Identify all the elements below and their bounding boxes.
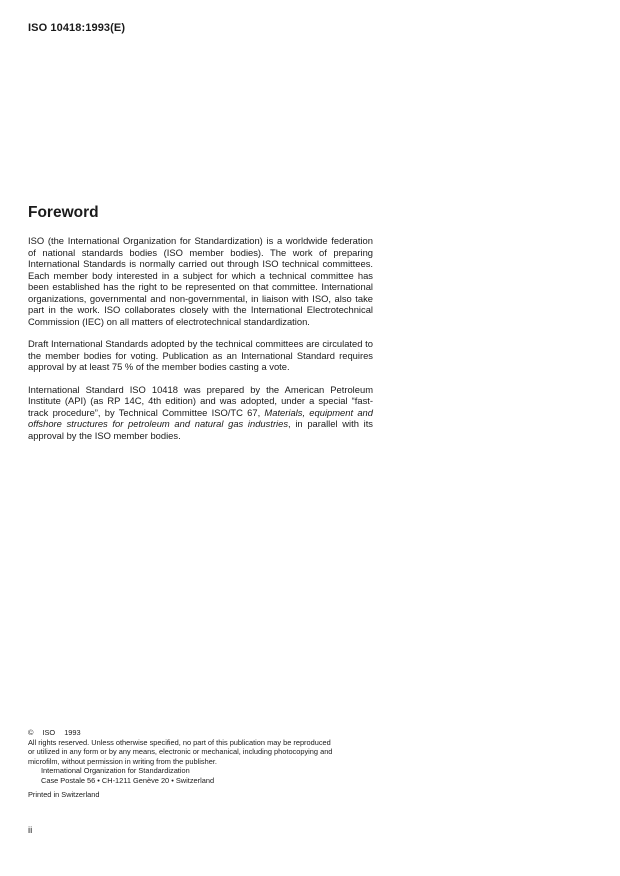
copyright-line [28, 728, 376, 738]
address-line-1: International Organization for Standardization [41, 766, 190, 776]
rights-line-1: All rights reserved. Unless otherwise specified, no part of this publication may be reproduced [28, 737, 331, 747]
foreword-paragraph-1: ISO (the International Organization for Standardization) is a worldwide federation of national standards bodies (ISO member bodies). The work of preparing International Standards is normally carried out through ISO technical committees. Each member body interested in a subject for which a technical committee has been established has the right to be represented on that committee. International organizations, governmental and non-governmental, in liaison with ISO, also take part in the work. ISO collaborates closely with the International Electrotechnical Commission (IEC) on all matters of electrotechnical standardization. [28, 235, 373, 327]
page-title: Foreword [28, 204, 99, 221]
copyright-symbol: © [28, 728, 34, 737]
foreword-body [28, 235, 373, 452]
rights-line-3: microfilm, without permission in writing from the publisher. [28, 756, 217, 766]
document-id: ISO 10418:1993(E) [28, 22, 126, 34]
rights-line-2: or utilized in any form or by any means, electronic or mechanical, including photocopying and [28, 747, 333, 757]
foreword-paragraph-2: Draft International Standards adopted by the technical committees are circulated to the member bodies for voting. Publication as an International Standard requires approval by at least 75 % of the member bodies casting a vote. [28, 338, 373, 372]
printed-in: Printed in Switzerland [28, 789, 100, 799]
copyright-year: 1993 [64, 728, 81, 737]
foreword-paragraph-3 [28, 384, 373, 442]
page-number: ii [28, 825, 33, 836]
copyright-notice [28, 728, 376, 799]
paragraph-3-start: International Standard ISO 10418 was prepared by the American Petroleum Institute (API) (as RP 14C, 4th edition) and was adopted, under a special “fast-track procedure”, by Technical Committee ISO/TC 67, [28, 383, 373, 418]
copyright-holder: ISO [42, 728, 56, 737]
committee-name: Materials, equipment and offshore structures for petroleum and natural gas industries [28, 406, 373, 429]
address-line-2: Case Postale 56 • CH-1211 Genève 20 • Switzerland [41, 775, 215, 785]
paragraph-3-end: , in parallel with its approval by the ISO member bodies. [28, 418, 373, 441]
